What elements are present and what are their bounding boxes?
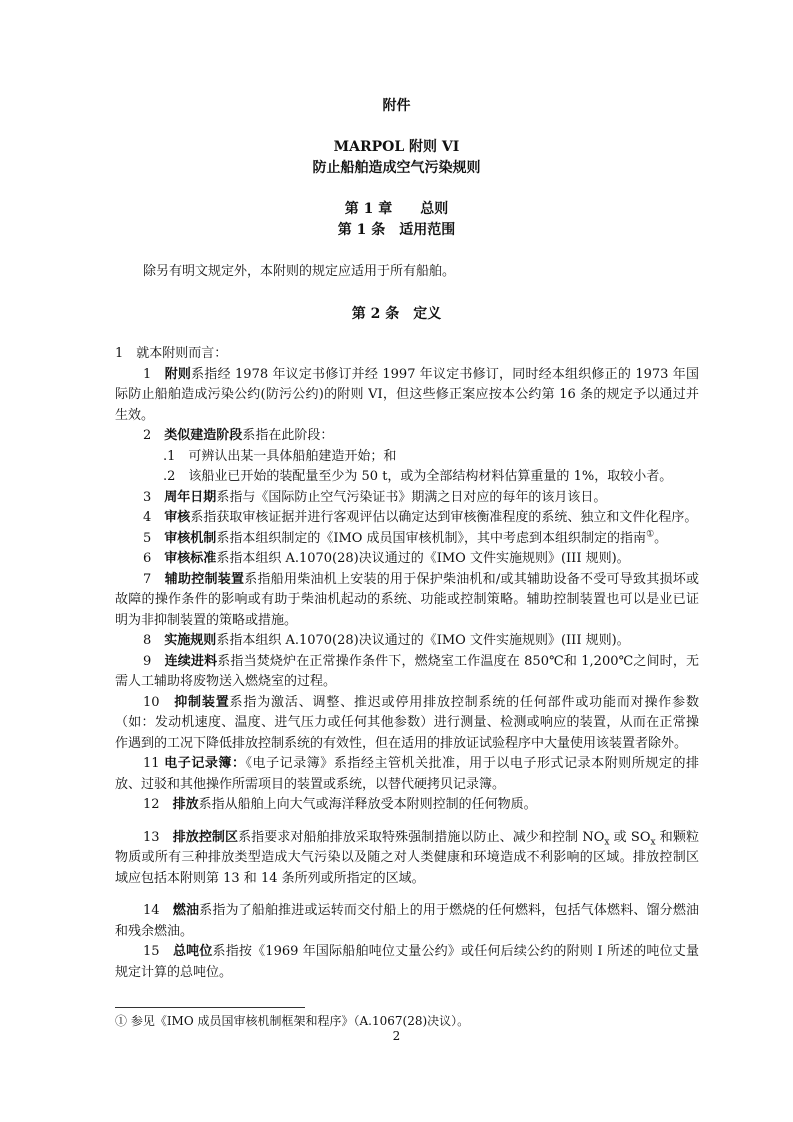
def-number: 5	[143, 530, 152, 546]
definition-6	[115, 549, 699, 570]
definition-8	[115, 631, 699, 652]
def-text: 系指获取审核证据并进行客观评估以确定达到审核衡准程度的系统、独立和文件化程序。	[190, 510, 698, 525]
definition-2-item-1: .1 可辨认出某一具体船舶建造开始；和	[163, 448, 397, 464]
def-term: 附则	[164, 366, 192, 382]
def-text: 系指在此阶段：	[242, 428, 334, 443]
def-text: 系指按《1969 年国际船舶吨位丈量公约》或任何后续公约的附则 I 所述的吨位丈量规定计算的总吨位。	[115, 944, 699, 980]
def-term: 电子记录簿：	[164, 756, 246, 771]
def-term: 审核标准	[164, 551, 217, 566]
application-paragraph: 除另有明文规定外，本附则的规定应适用于所有船舶。	[143, 264, 456, 279]
def-number: 9	[143, 653, 152, 669]
def-number: 3	[143, 489, 152, 505]
def-term: 总吨位	[172, 944, 213, 959]
def-text: 系指本组织 A.1070(28)决议通过的《IMO 文件实施规则》(III 规则)。	[216, 633, 630, 648]
def-term: 燃油	[172, 903, 200, 918]
def-number: 8	[143, 633, 152, 648]
definition-7	[115, 570, 699, 632]
def-number: 13	[143, 829, 160, 845]
def-term: 排放控制区	[172, 829, 239, 845]
definition-15	[115, 942, 699, 983]
regulation-1-heading: 第 1 条 适用范围	[337, 222, 456, 238]
chapter-heading: 第 1 章 总则	[344, 201, 449, 217]
def-text: 和颗粒物质或所有三种排放类型造成大气污染以及随之对人类健康和环境造成不利影响的区域。排放控制区域应包括本附则第 13 和 14 条所列或所指定的区域。	[115, 829, 699, 886]
def-term: 类似建造阶段	[164, 428, 243, 443]
document-subtitle: 防止船舶造成空气污染规则	[312, 160, 481, 176]
def-number: 6	[143, 551, 152, 566]
def-number: 15	[143, 944, 160, 959]
regulation-2-heading: 第 2 条 定义	[351, 306, 442, 322]
definition-9	[115, 652, 699, 693]
def-number: 7	[143, 571, 152, 587]
def-term: 审核	[164, 510, 191, 525]
subscript: x	[650, 837, 656, 848]
definition-13	[115, 828, 699, 890]
footnote-reference[interactable]: ①	[646, 529, 655, 540]
spacer	[115, 816, 699, 828]
definition-10	[115, 693, 699, 755]
def-text: 系指当焚烧炉在正常操作条件下，燃烧室工作温度在 850℃和 1,200℃之间时，无需人工辅助将废物送入燃烧室的过程。	[115, 653, 699, 689]
def-text: 或 SO	[609, 829, 651, 845]
def-text: 系指从船舶上向大气或海洋释放受本附则控制的任何物质。	[198, 797, 537, 812]
marpol-title: MARPOL 附则 VI	[333, 139, 460, 155]
subscript: x	[604, 837, 610, 848]
footnote: ① 参见《IMO 成员国审核机制框架和程序》（A.1067(28)决议）。	[115, 1014, 470, 1028]
page-number: 2	[392, 1029, 401, 1043]
spacer	[115, 889, 699, 901]
definition-1	[115, 365, 699, 427]
regulation-1-text	[115, 262, 699, 283]
def-number: 2	[143, 428, 152, 443]
def-number: 12	[143, 797, 160, 812]
definitions-section	[115, 344, 699, 983]
def-term: 实施规则	[164, 633, 217, 648]
def-text: 系指要求对船舶排放采取特殊强制措施以防止、减少和控制 NO	[238, 829, 605, 845]
def-text: 系指与《国际防止空气污染证书》期满之日对应的每年的该月该日。	[216, 489, 607, 505]
definition-14	[115, 901, 699, 942]
definition-11	[115, 754, 699, 795]
def-number: 1	[143, 366, 152, 382]
def-term: 抑制装置	[174, 694, 230, 710]
definitions-intro: 1 就本附则而言：	[115, 346, 228, 361]
footnote-divider	[115, 1007, 305, 1008]
definition-2	[115, 426, 699, 447]
def-number: 10	[143, 694, 160, 710]
def-term: 审核机制	[164, 530, 217, 546]
def-number: 4	[143, 510, 152, 525]
def-term: 连续进料	[164, 653, 218, 669]
def-term: 辅助控制装置	[164, 571, 245, 587]
annex-heading: 附件	[382, 98, 411, 114]
def-number: 11	[143, 756, 160, 771]
def-text: 《电子记录簿》系指经主管机关批准，用于以电子形式记录本附则所规定的排放、过驳和其他操作所需项目的装置或系统，以替代硬拷贝记录簿。	[115, 756, 699, 792]
definition-12	[115, 795, 699, 816]
def-text: 系指为激活、调整、推迟或停用排放控制系统的任何部件或功能而对操作参数（如：发动机速度、温度、进气压力或任何其他参数）进行测量、检测或响应的装置，从而在正常操作遇到的工况下降低排放控制系统的有效性，但在适用的排放证试验程序中大量使用该装置者除外。	[115, 694, 699, 751]
definition-5	[115, 529, 699, 550]
def-text-end: 。	[654, 530, 668, 546]
def-term: 排放	[172, 797, 199, 812]
def-text: 系指本组织 A.1070(28)决议通过的《IMO 文件实施规则》(III 规则)。	[216, 551, 630, 566]
def-text: 系指本组织制定的《IMO 成员国审核机制》，其中考虑到本组织制定的指南	[216, 530, 647, 546]
definition-2-item-2: .2 该船业已开始的装配量至少为 50 t，或为全部结构材料估算重量的 1%，取较小者。	[163, 469, 673, 484]
def-number: 14	[143, 903, 160, 918]
def-term: 周年日期	[164, 489, 217, 505]
definition-3	[115, 488, 699, 509]
definition-4	[115, 508, 699, 529]
def-text: 系指船用柴油机上安装的用于保护柴油机和/或其辅助设备不受可导致其损坏或故障的操作条件的影响或有助于柴油机起动的系统、功能或控制策略。辅助控制装置也可以是业已证明为非抑制装置的策略或措施。	[115, 571, 699, 628]
def-text: 系指经 1978 年议定书修订并经 1997 年议定书修订，同时经本组织修正的 1973 年国际防止船舶造成污染公约(防污公约)的附则 VI，但这些修正案应按本公约第 16 条的规定予以通过并生效。	[115, 366, 699, 423]
def-text: 系指为了船舶推进或运转而交付船上的用于燃烧的任何燃料，包括气体燃料、馏分燃油和残余燃油。	[115, 903, 699, 939]
